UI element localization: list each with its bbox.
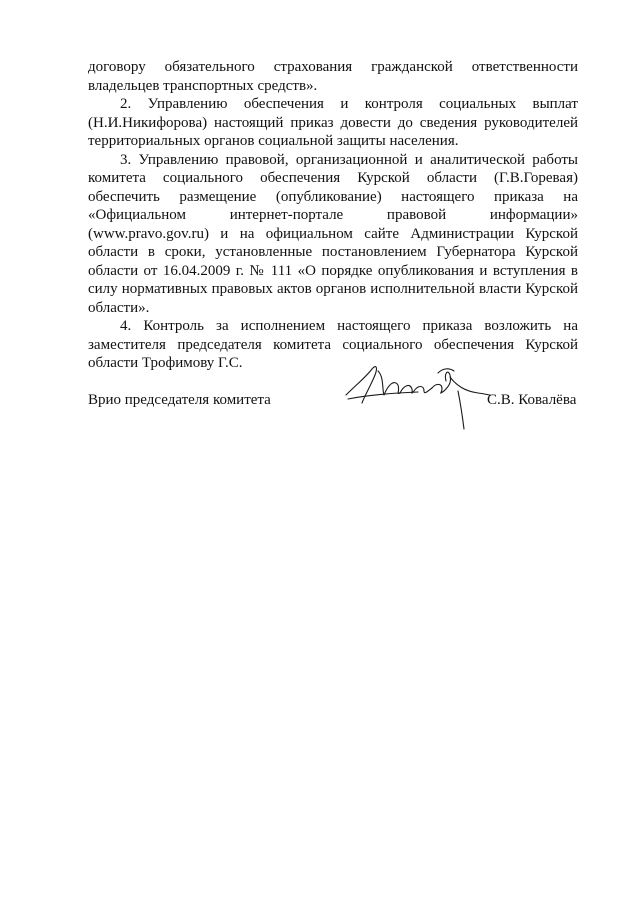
signer-name: С.В. Ковалёва [487,392,577,408]
signer-position-title: Врио председателя комитета [88,392,271,408]
document-body [88,58,578,373]
paragraph-continuation: договору обязательного страхования гражданской ответственности владельцев транспортных средств». [88,59,578,94]
paragraph-item-3: 3. Управлению правовой, организационной и аналитической работы комитета социального обеспечения Курской области (Г.В.Горевая) обеспечить размещение (опубликование) настоящего приказа на «Официальном интернет-портале правовой информации» (www.pravo.gov.ru) и на официальном сайте Администрации Курской области в сроки, установленные постановлением Губернатора Курской области от 16.04.2009 г. № 111 «О порядке опубликования и вступления в силу нормативных правовых актов органов исполнительной власти Курской области». [88,151,578,316]
paragraph-item-2: 2. Управлению обеспечения и контроля социальных выплат (Н.И.Никифорова) настоящий приказ довести до сведения руководителей территориальных органов социальной защиты населения. [88,96,578,149]
handwritten-signature [338,355,498,440]
paragraph-item-4: 4. Контроль за исполнением настоящего приказа возложить на заместителя председателя комитета социального обеспечения Курской области Трофимову Г.С. [88,318,578,371]
